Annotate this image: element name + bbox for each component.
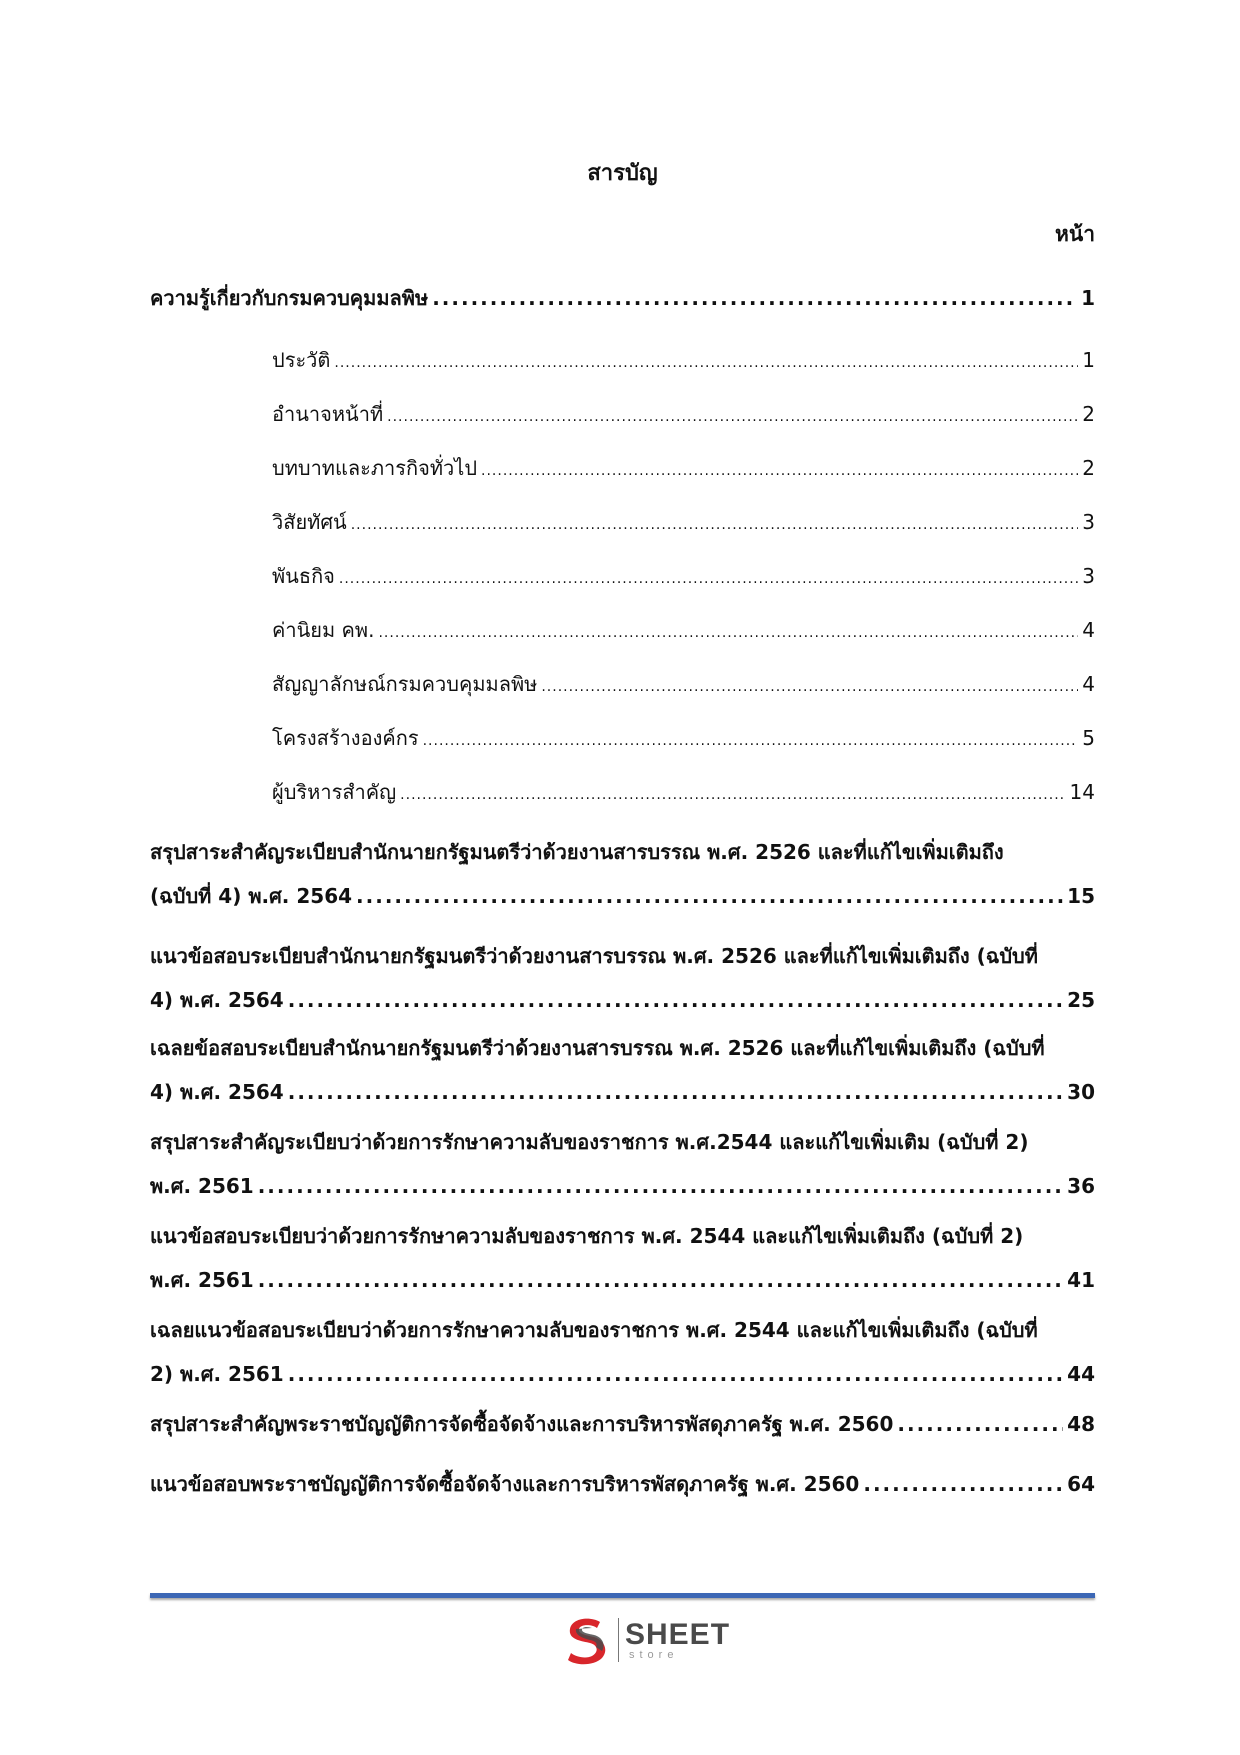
toc-subentry: [150, 446, 1095, 500]
toc-entry-title-line2: 4) พ.ศ. 2564: [150, 988, 284, 1012]
logo-word: SHEET: [625, 1617, 731, 1651]
toc-entry-title: ผู้บริหารสำคัญ: [272, 780, 397, 804]
toc-subentry: [150, 500, 1095, 554]
toc-entry-title: โครงสร้างองค์กร: [272, 726, 419, 750]
leader-dots: [863, 1462, 1063, 1506]
leader-dots: [339, 557, 1078, 601]
page-column-label: หน้า: [1055, 222, 1095, 246]
toc-entry-title: ประวัติ: [272, 348, 331, 372]
leader-dots: [258, 1258, 1063, 1302]
toc-entry-title: อำนาจหน้าที่: [272, 402, 384, 426]
sheet-store-logo: [562, 1612, 732, 1668]
leader-dots: [541, 665, 1078, 709]
toc-entry: [150, 1308, 1095, 1402]
toc-entry-page: 4: [1082, 618, 1095, 642]
toc-entry-page: 4: [1082, 672, 1095, 696]
leader-dots: [378, 611, 1078, 655]
logo-text: [625, 1617, 731, 1661]
toc-entry-title: สรุปสาระสำคัญพระราชบัญญัติการจัดซื้อจัดจ้างและการบริหารพัสดุภาครัฐ พ.ศ. 2560: [150, 1412, 894, 1436]
leader-dots: [400, 773, 1065, 817]
footer-rule: [150, 1593, 1095, 1598]
toc-entry-title-line2: (ฉบับที่ 4) พ.ศ. 2564: [150, 884, 353, 908]
logo-subword: store: [629, 1648, 679, 1661]
toc-entry-page: 1: [1081, 286, 1095, 310]
toc-subentry: [150, 392, 1095, 446]
leader-dots: [432, 276, 1077, 320]
logo-divider: [618, 1618, 619, 1662]
leader-dots: [288, 1070, 1063, 1114]
toc-entry-page: 30: [1067, 1080, 1095, 1104]
toc-entry: [150, 1120, 1095, 1214]
toc-entry-title: บทบาทและภารกิจทั่วไป: [272, 456, 478, 480]
toc-entry-page: 2: [1082, 402, 1095, 426]
toc-entry-title-line2: 2) พ.ศ. 2561: [150, 1362, 284, 1386]
toc-entry-title: สัญญาลักษณ์กรมควบคุมมลพิษ: [272, 672, 538, 696]
leader-dots: [334, 341, 1078, 385]
table-of-contents: [150, 276, 1095, 1508]
toc-entry-title: พันธกิจ: [272, 564, 335, 588]
toc-entry: [150, 276, 1095, 322]
toc-entry-title-line1: สรุปสาระสำคัญระเบียบสำนักนายกรัฐมนตรีว่าด้วยงานสารบรรณ พ.ศ. 2526 และที่แก้ไขเพิ่มเติมถึง: [150, 840, 1004, 864]
sheet-store-logo-icon: [562, 1614, 612, 1666]
toc-subentry: [150, 608, 1095, 662]
toc-page: [150, 0, 1095, 1755]
toc-entry-page: 14: [1069, 780, 1095, 804]
leader-dots: [481, 449, 1078, 493]
toc-entry-title-line2: พ.ศ. 2561: [150, 1268, 254, 1292]
toc-entry-page: 2: [1082, 456, 1095, 480]
leader-dots: [288, 978, 1063, 1022]
leader-dots: [897, 1402, 1063, 1446]
toc-subentry: [150, 662, 1095, 716]
toc-entry: [150, 1214, 1095, 1308]
toc-entry-title-line1: เฉลยข้อสอบระเบียบสำนักนายกรัฐมนตรีว่าด้วยงานสารบรรณ พ.ศ. 2526 และที่แก้ไขเพิ่มเติมถึง (ฉบับที่: [150, 1036, 1045, 1060]
toc-entry-page: 41: [1067, 1268, 1095, 1292]
leader-dots: [423, 719, 1079, 763]
toc-entry-page: 64: [1067, 1472, 1095, 1496]
toc-subentry: [150, 554, 1095, 608]
toc-entry-title-line1: แนวข้อสอบระเบียบสำนักนายกรัฐมนตรีว่าด้วยงานสารบรรณ พ.ศ. 2526 และที่แก้ไขเพิ่มเติมถึง (ฉบับที่: [150, 944, 1038, 968]
toc-entry-title: แนวข้อสอบพระราชบัญญัติการจัดซื้อจัดจ้างและการบริหารพัสดุภาครัฐ พ.ศ. 2560: [150, 1472, 860, 1496]
toc-entry-page: 36: [1067, 1174, 1095, 1198]
toc-entry-title-line1: เฉลยแนวข้อสอบระเบียบว่าด้วยการรักษาความลับของราชการ พ.ศ. 2544 และแก้ไขเพิ่มเติมถึง (ฉบับที่: [150, 1318, 1038, 1342]
toc-entry-title-line1: แนวข้อสอบระเบียบว่าด้วยการรักษาความลับของราชการ พ.ศ. 2544 และแก้ไขเพิ่มเติมถึง (ฉบับที่ 2): [150, 1224, 1024, 1248]
toc-entry-page: 44: [1067, 1362, 1095, 1386]
toc-entry-page: 3: [1082, 564, 1095, 588]
toc-entry-title-line1: สรุปสาระสำคัญระเบียบว่าด้วยการรักษาความลับของราชการ พ.ศ.2544 และแก้ไขเพิ่มเติม (ฉบับที่ 2): [150, 1130, 1029, 1154]
toc-entry-page: 5: [1082, 726, 1095, 750]
toc-subentry: [150, 338, 1095, 392]
toc-entry-title-line2: พ.ศ. 2561: [150, 1174, 254, 1198]
toc-entry: [150, 934, 1095, 1026]
toc-subentry: [150, 770, 1095, 830]
leader-dots: [288, 1352, 1063, 1396]
toc-entry-title: ค่านิยม คพ.: [272, 618, 375, 642]
toc-entry-page: 48: [1067, 1412, 1095, 1436]
toc-entry-title-line2: 4) พ.ศ. 2564: [150, 1080, 284, 1104]
toc-entry: [150, 1462, 1095, 1508]
leader-dots: [387, 395, 1078, 439]
page-title: สารบัญ: [587, 161, 658, 186]
toc-subentry: [150, 716, 1095, 770]
toc-entry-title: ความรู้เกี่ยวกับกรมควบคุมมลพิษ: [150, 286, 429, 310]
leader-dots: [351, 503, 1079, 547]
toc-entry: [150, 1026, 1095, 1120]
toc-entry: [150, 830, 1095, 934]
toc-entry-page: 25: [1067, 988, 1095, 1012]
toc-entry-page: 3: [1082, 510, 1095, 534]
toc-entry: [150, 1402, 1095, 1462]
toc-entry-title: วิสัยทัศน์: [272, 510, 347, 534]
leader-dots: [258, 1164, 1063, 1208]
leader-dots: [356, 874, 1063, 918]
toc-entry-page: 15: [1067, 884, 1095, 908]
toc-entry-page: 1: [1082, 348, 1095, 372]
